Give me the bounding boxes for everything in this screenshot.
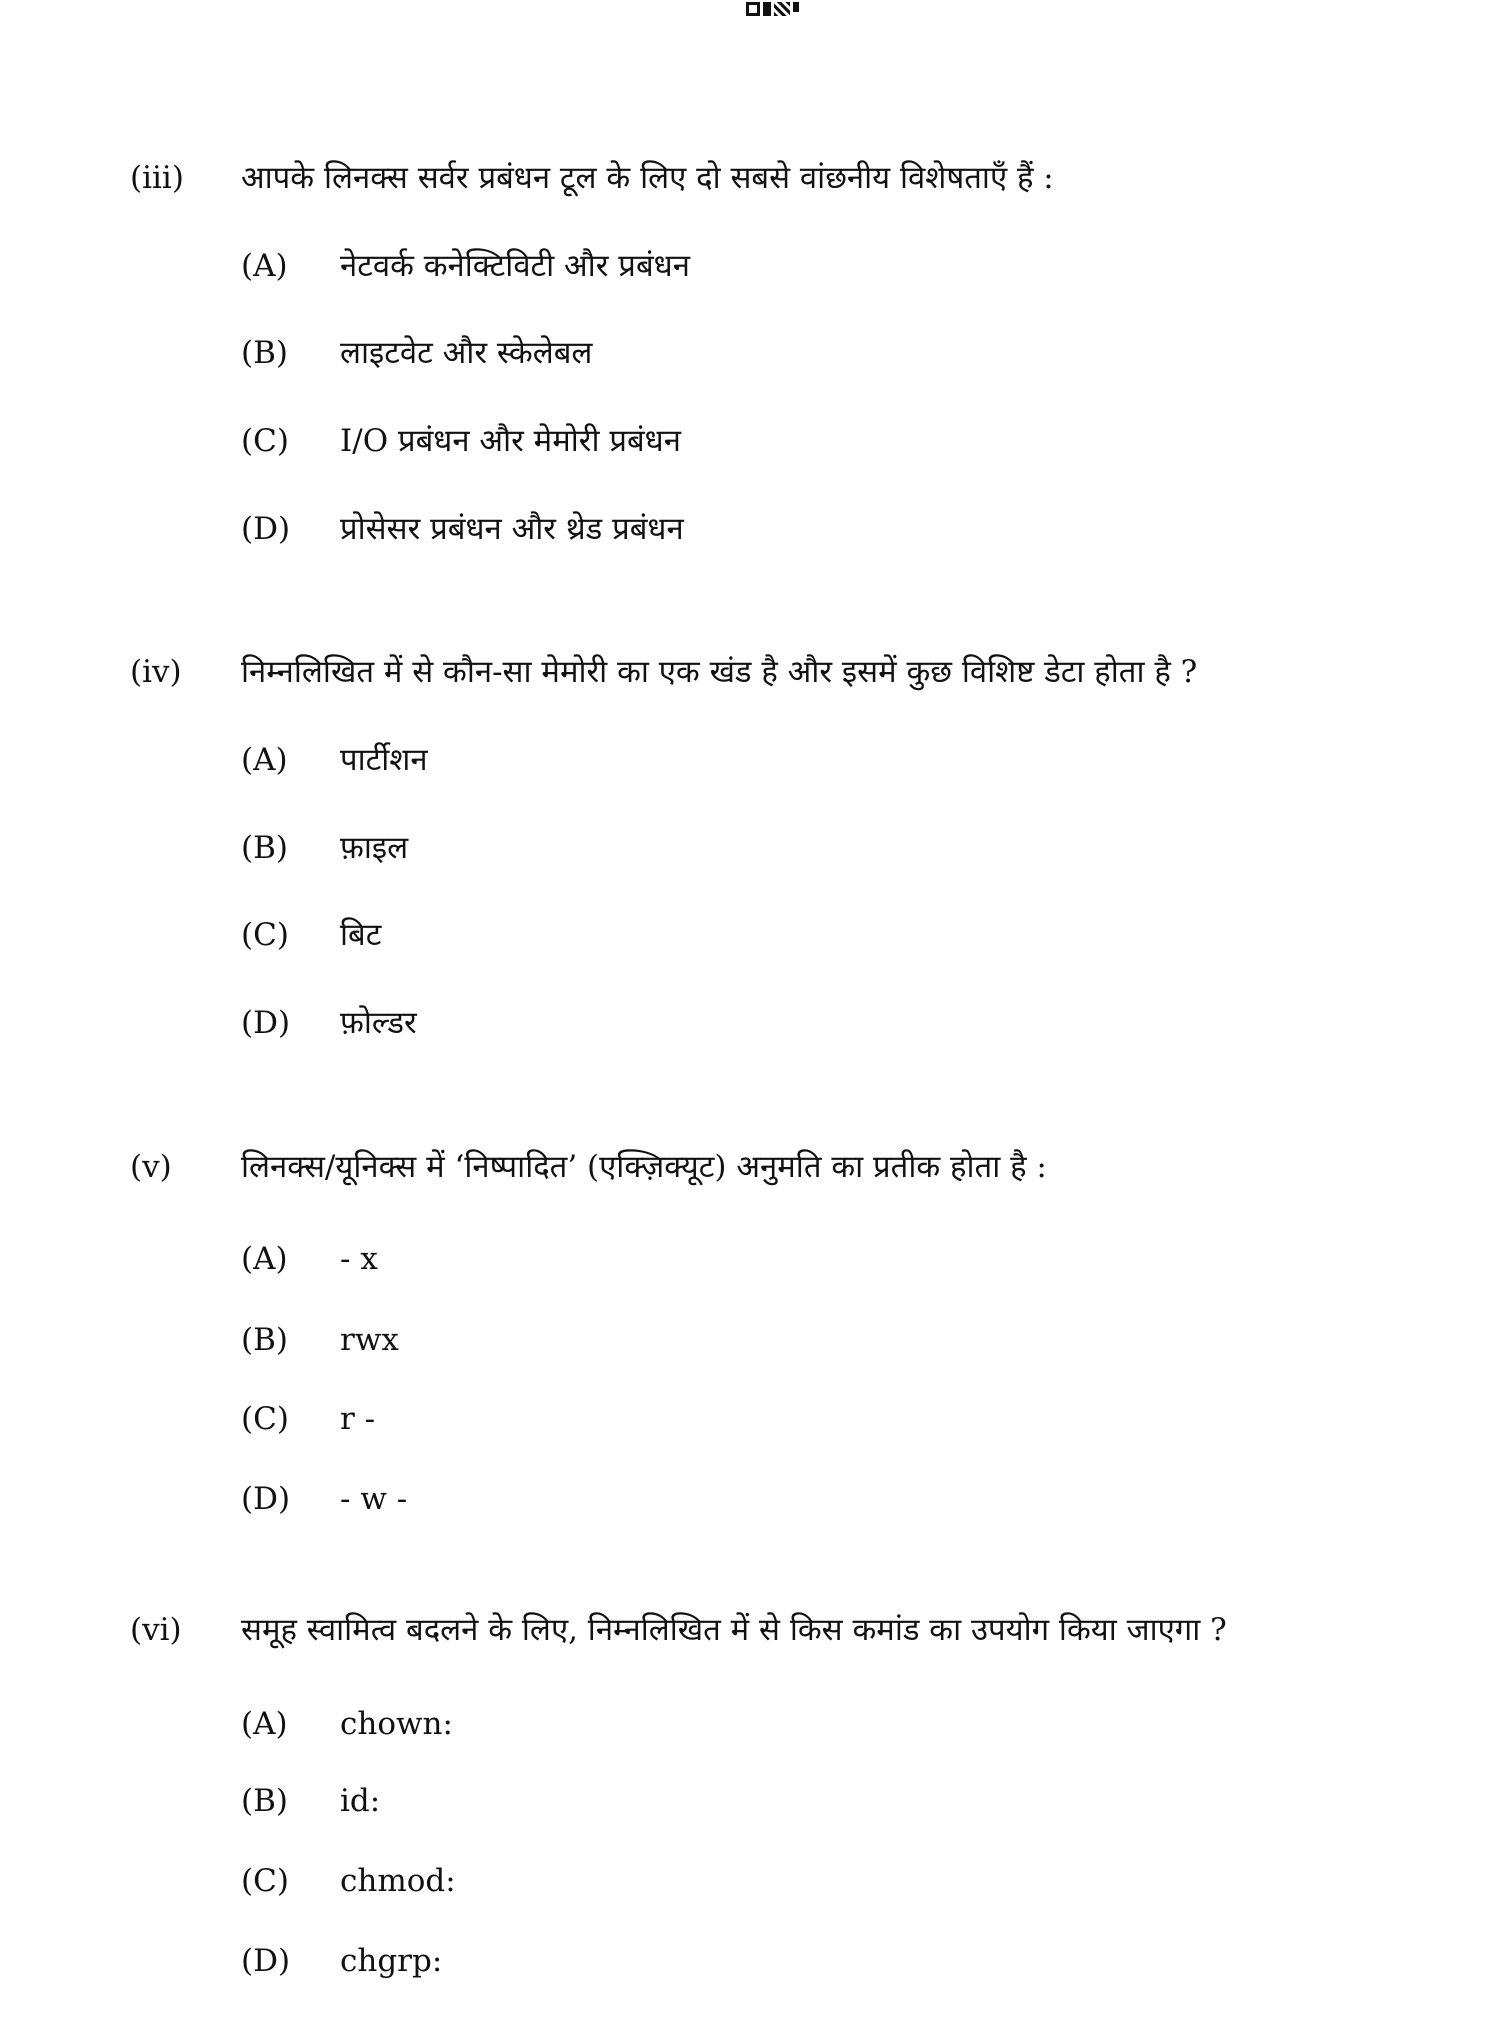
option-letter: (A) xyxy=(241,1706,288,1742)
option-text: प्रोसेसर प्रबंधन और थ्रेड प्रबंधन xyxy=(340,511,684,547)
option-text: नेटवर्क कनेक्टिविटी और प्रबंधन xyxy=(340,248,690,284)
option-text: rwx xyxy=(340,1322,399,1358)
option-letter: (D) xyxy=(241,1005,291,1041)
option-text: chgrp: xyxy=(340,1943,443,1979)
option-text: chmod: xyxy=(340,1863,456,1899)
question-number: (v) xyxy=(130,1149,172,1185)
option-letter: (A) xyxy=(241,248,288,284)
option-text: फ़ोल्डर xyxy=(340,1005,417,1041)
question-text: आपके लिनक्स सर्वर प्रबंधन टूल के लिए दो सबसे वांछनीय विशेषताएँ हैं : xyxy=(241,160,1054,196)
option-text: r - xyxy=(340,1401,376,1437)
question-text: निम्नलिखित में से कौन-सा मेमोरी का एक खंड है और इसमें कुछ विशिष्ट डेटा होता है ? xyxy=(241,654,1198,690)
option-letter: (A) xyxy=(241,1241,288,1277)
question-number: (iii) xyxy=(130,160,184,196)
qr-code-icon xyxy=(746,2,800,22)
option-text: पार्टीशन xyxy=(340,742,428,778)
question-number: (vi) xyxy=(130,1612,182,1648)
option-letter: (C) xyxy=(241,423,289,459)
option-letter: (D) xyxy=(241,1481,291,1517)
option-letter: (B) xyxy=(241,335,288,371)
question-text: समूह स्वामित्व बदलने के लिए, निम्नलिखित में से किस कमांड का उपयोग किया जाएगा ? xyxy=(241,1612,1227,1648)
option-text: - x xyxy=(340,1241,378,1277)
question-number: (iv) xyxy=(130,654,182,690)
question-text: लिनक्स/यूनिक्स में ‘निष्पादित’ (एक्ज़िक्यूट) अनुमति का प्रतीक होता है : xyxy=(241,1149,1047,1185)
option-letter: (C) xyxy=(241,1863,289,1899)
option-letter: (D) xyxy=(241,1943,291,1979)
option-text: id: xyxy=(340,1783,381,1819)
option-letter: (D) xyxy=(241,511,291,547)
option-letter: (C) xyxy=(241,917,289,953)
option-letter: (C) xyxy=(241,1401,289,1437)
option-letter: (B) xyxy=(241,1322,288,1358)
option-text: chown: xyxy=(340,1706,453,1742)
option-text: बिट xyxy=(340,917,382,953)
option-text: - w - xyxy=(340,1481,408,1517)
option-letter: (B) xyxy=(241,830,288,866)
option-letter: (B) xyxy=(241,1783,288,1819)
option-text: I/O प्रबंधन और मेमोरी प्रबंधन xyxy=(340,423,681,459)
option-text: लाइटवेट और स्केलेबल xyxy=(340,335,593,371)
option-text: फ़ाइल xyxy=(340,830,409,866)
option-letter: (A) xyxy=(241,742,288,778)
